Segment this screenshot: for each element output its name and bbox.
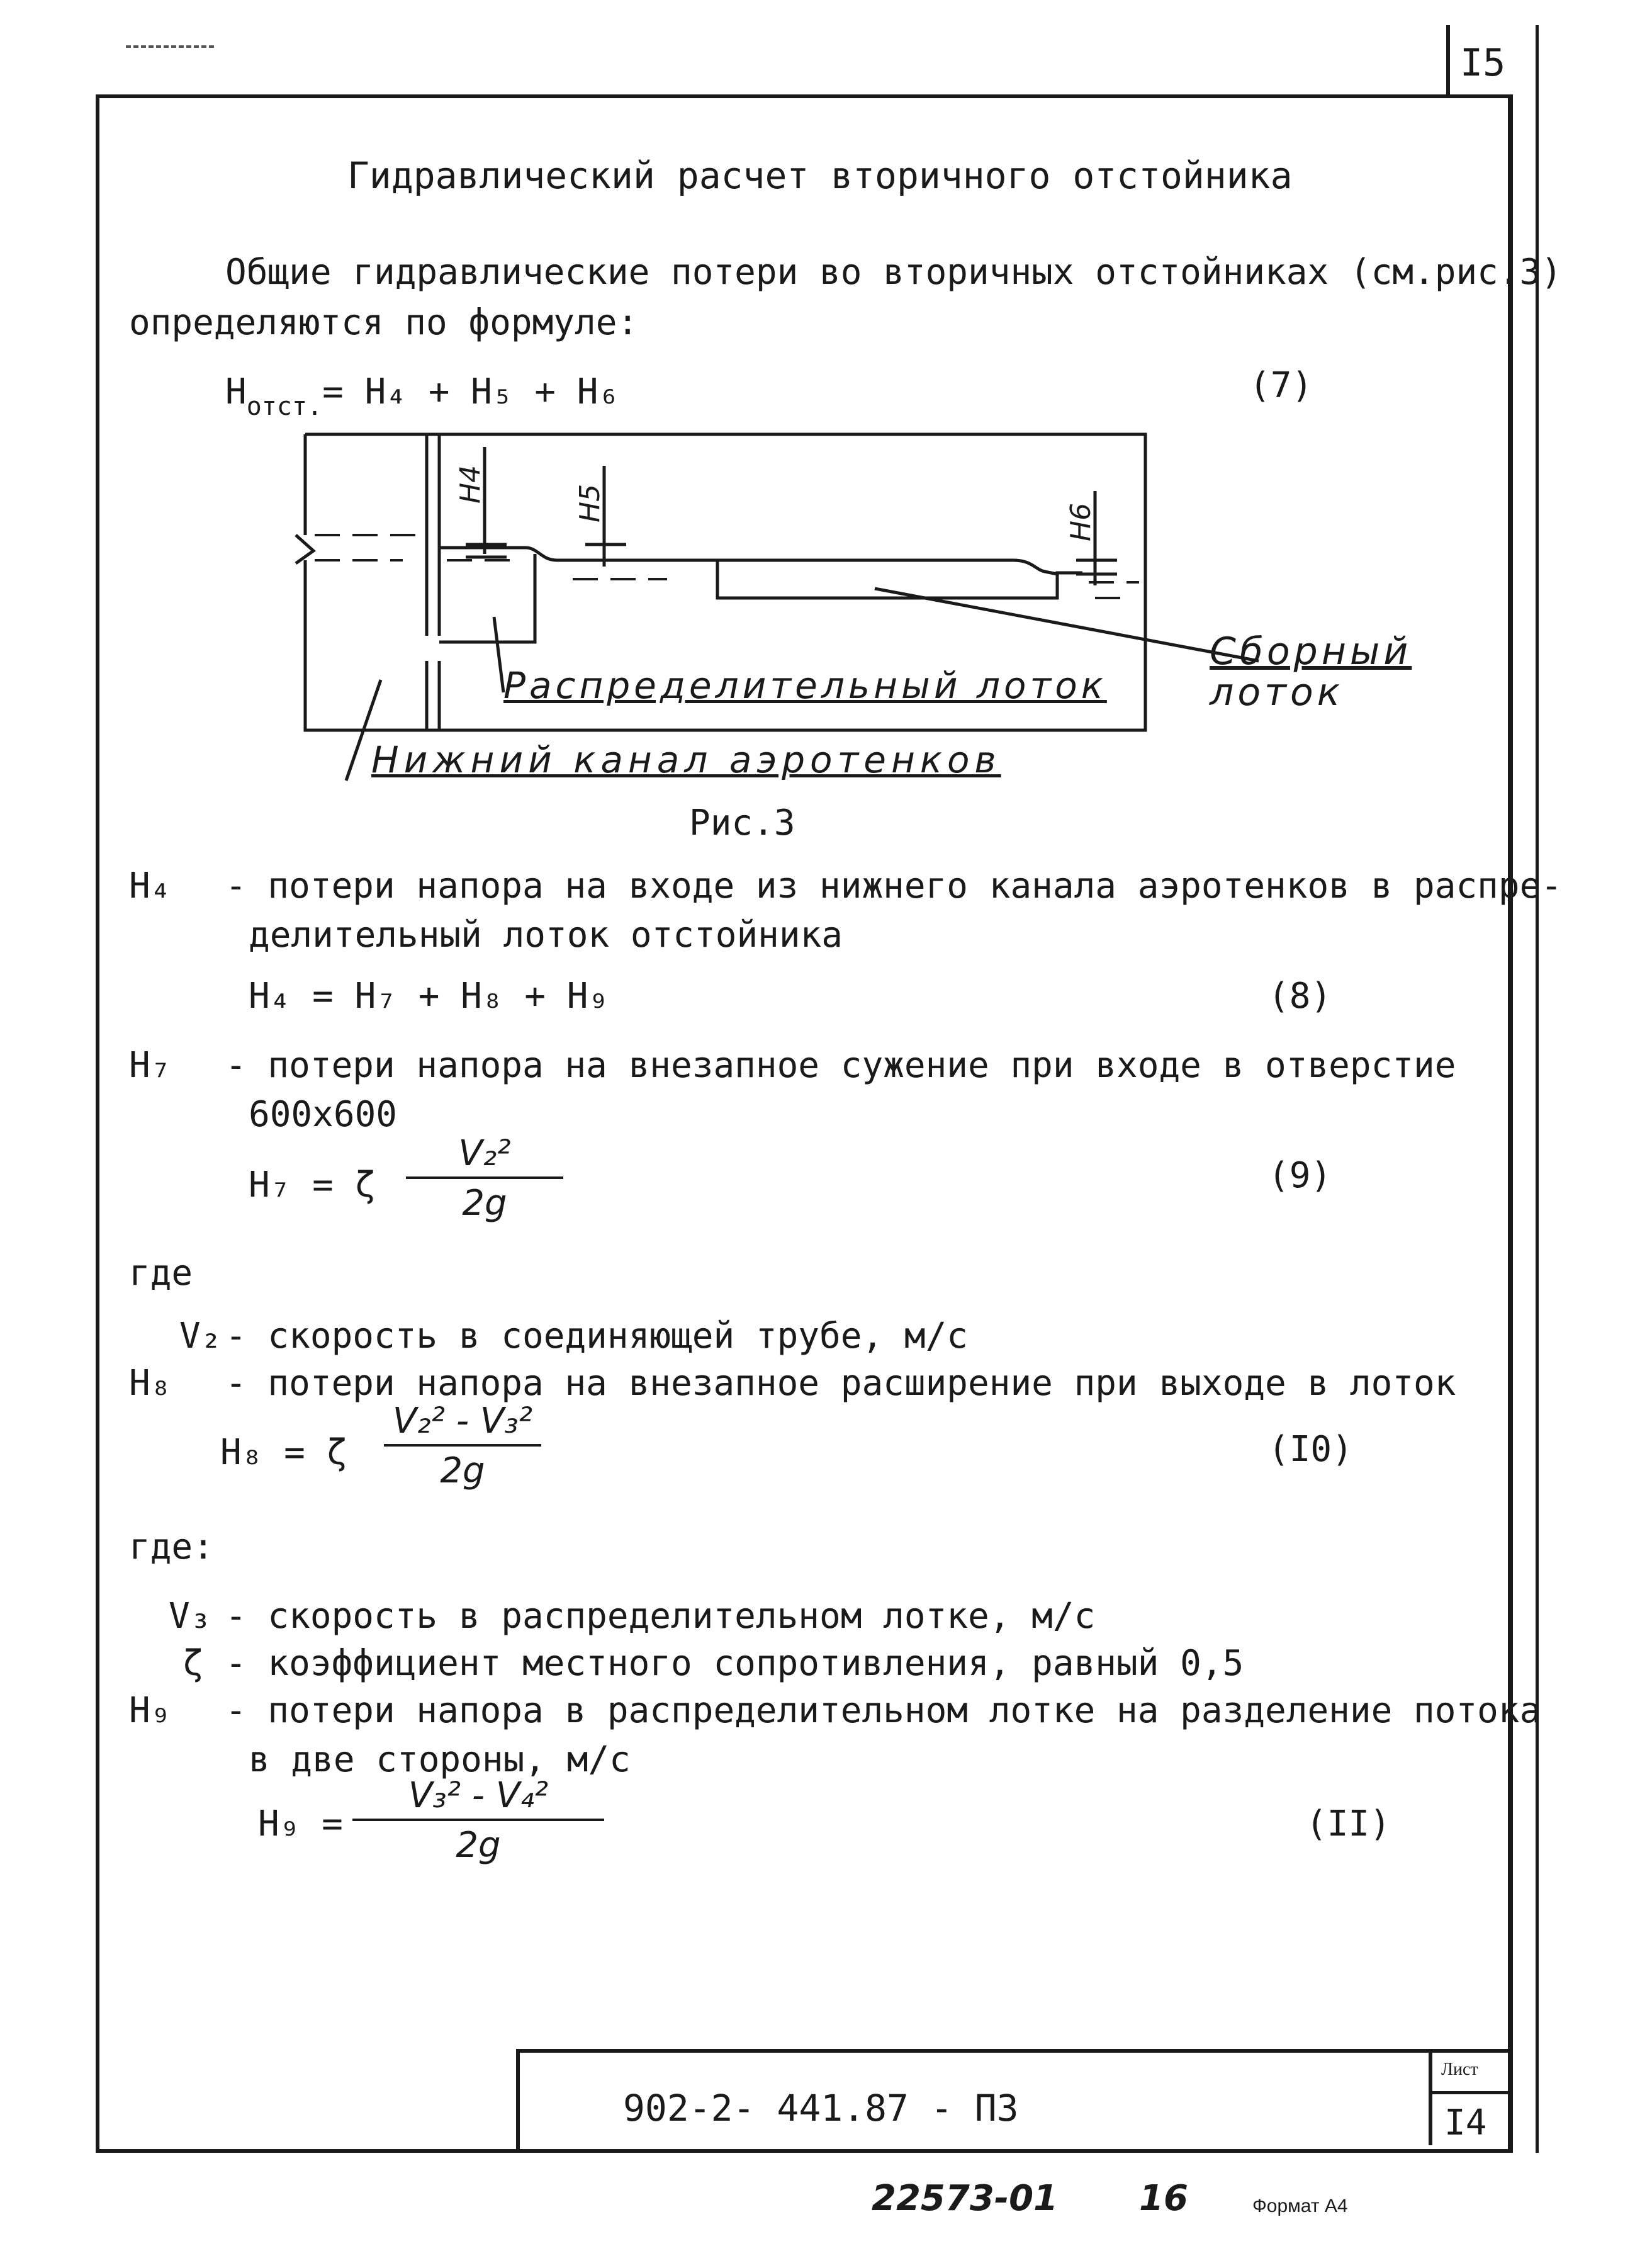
formula-9-num: V₂² — [458, 1133, 511, 1174]
formula-10-number: (I0) — [1268, 1429, 1353, 1470]
label-h4: H4 — [454, 465, 486, 504]
label-raspred: Распределительный лоток — [503, 664, 1107, 707]
gde-1: где — [129, 1253, 193, 1294]
formula-11-number: (II) — [1306, 1803, 1391, 1844]
h7-symbol: H₇ — [129, 1045, 172, 1086]
water-level — [439, 548, 1057, 574]
formula-7 — [225, 371, 620, 421]
formula-7-lhs: H — [225, 371, 247, 412]
formula-7-number: (7) — [1249, 365, 1313, 406]
leader-raspred — [494, 617, 503, 692]
h8-text: - потери напора на внезапное расширение при выходе в лоток — [225, 1363, 1456, 1404]
zeta-symbol: ζ — [183, 1643, 204, 1684]
figure-caption: Рис.3 — [689, 803, 795, 843]
formula-10-den: 2g — [440, 1450, 485, 1491]
h9-line-2: в две стороны, м/с — [249, 1739, 631, 1780]
h4-symbol: H₄ — [129, 866, 172, 906]
h8-symbol: H₈ — [129, 1363, 172, 1404]
formula-7-rhs: = H₄ + H₅ + H₆ — [322, 371, 620, 412]
formula-10-num: V₂² - V₃² — [392, 1401, 533, 1441]
h4-line-2: делительный лоток отстойника — [249, 915, 843, 956]
h9-symbol: H₉ — [129, 1690, 172, 1731]
label-h5: H5 — [574, 483, 606, 522]
label-lotok: лоток — [1210, 670, 1344, 714]
formula-11-den: 2g — [456, 1825, 501, 1866]
formula-10-fraction — [384, 1401, 541, 1491]
sheet-cell-divider — [1429, 2091, 1508, 2094]
formula-9-den: 2g — [462, 1183, 507, 1224]
formula-11-num: V₃² - V₄² — [408, 1775, 549, 1816]
formula-8: H₄ = H₇ + H₈ + H₉ — [249, 976, 610, 1017]
formula-9-fraction — [406, 1133, 563, 1224]
break-mark — [296, 535, 313, 563]
page-number: I5 — [1460, 41, 1506, 85]
gde-2: где: — [129, 1526, 214, 1567]
distribution-channel — [439, 554, 535, 642]
label-sbornyi: Сборный — [1210, 629, 1412, 674]
sheet-number: I4 — [1444, 2102, 1487, 2143]
h7-line-2: 600x600 — [249, 1094, 398, 1135]
label-h6: H6 — [1065, 502, 1097, 541]
zeta-text: - коэффициент местного сопротивления, равный 0,5 — [225, 1643, 1244, 1684]
formula-7-sub: отст. — [246, 392, 323, 421]
page-number-tab — [1446, 25, 1450, 94]
document-code: 902-2- 441.87 - ПЗ — [623, 2087, 1019, 2130]
frame-right-outer — [1536, 94, 1539, 2153]
h7-line-1: - потери напора на внезапное сужение при входе в отверстие — [225, 1045, 1456, 1086]
v3-symbol: V₃ — [169, 1596, 211, 1637]
v2-symbol: V₂ — [179, 1316, 222, 1357]
sheet-label: Лист — [1441, 2060, 1478, 2079]
label-nizhnii: Нижний канал аэротенков — [371, 738, 1001, 781]
format-label: Формат А4 — [1252, 2196, 1348, 2216]
formula-9-number: (9) — [1268, 1155, 1332, 1196]
h4-line-1: - потери напора на входе из нижнего канала аэротенков в распре- — [225, 866, 1563, 906]
top-dashes — [126, 45, 214, 48]
copy-number: 16 — [1139, 2178, 1188, 2219]
formula-11-lhs: H₉ = — [258, 1803, 343, 1844]
page-number-tab-right — [1536, 25, 1539, 94]
h9-line-1: - потери напора в распределительном лотке на разделение потока — [225, 1690, 1541, 1731]
page-title: Гидравлический расчет вторичного отстойника — [347, 154, 1293, 197]
formula-10-lhs: H₈ = ζ — [220, 1432, 348, 1473]
inventory-number: 22573-01 — [872, 2178, 1058, 2219]
formula-8-number: (8) — [1268, 976, 1332, 1017]
v3-text: - скорость в распределительном лотке, м/с — [225, 1596, 1096, 1637]
leader-sbornyi — [875, 589, 1259, 661]
formula-9-lhs: H₇ = ζ — [249, 1165, 376, 1205]
intro-line-1: Общие гидравлические потери во вторичных отстойниках (см.рис.3) — [225, 252, 1563, 293]
intro-line-2: определяются по формуле: — [129, 302, 639, 343]
formula-11-fraction — [352, 1775, 604, 1866]
v2-text: - скорость в соединяющей трубе, м/с — [225, 1316, 969, 1357]
